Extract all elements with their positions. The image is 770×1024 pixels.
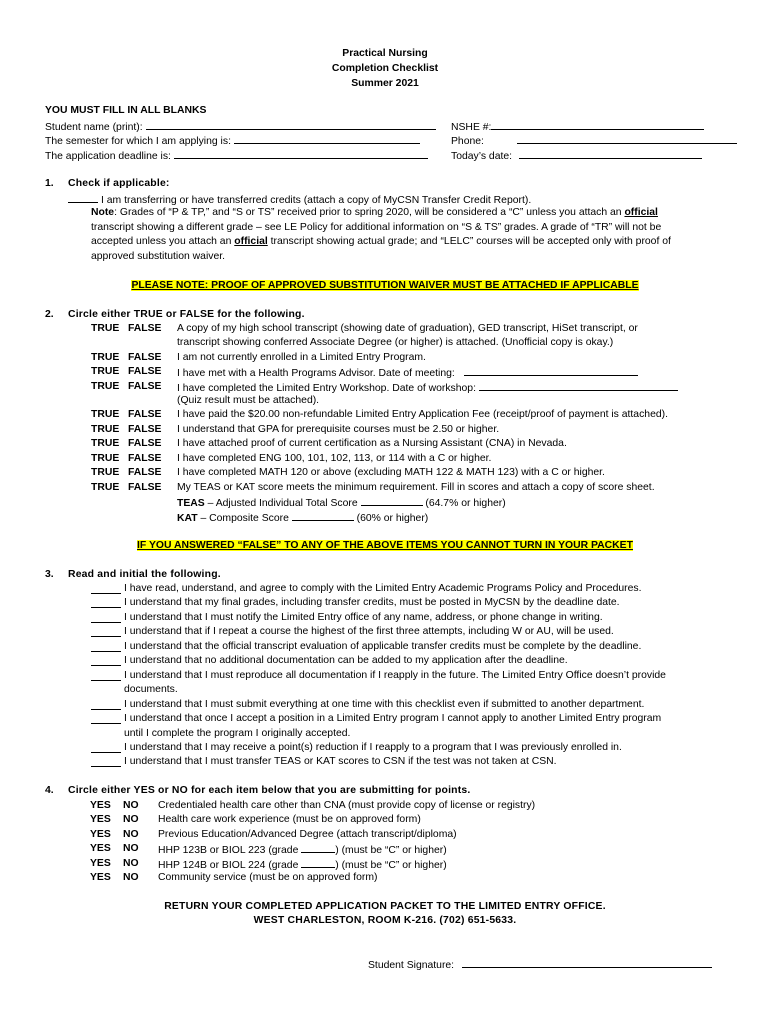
section2-number: 2. bbox=[45, 309, 54, 320]
section4-title: Circle either YES or NO for each item below that you are submitting for points. bbox=[68, 785, 471, 796]
yn-choice[interactable]: YES NO bbox=[90, 872, 139, 883]
ack-text: I understand that I must submit everything at one time with this checklist even if submitted to another department. bbox=[124, 699, 645, 710]
initial-blank[interactable] bbox=[91, 712, 121, 724]
initial-blank[interactable] bbox=[91, 741, 121, 753]
teas-score-field[interactable]: TEAS – Adjusted Individual Total Score (64.7% or higher) bbox=[177, 495, 506, 511]
tf-choice[interactable]: TRUE FALSE bbox=[91, 467, 162, 478]
tf-item-text: I have completed ENG 100, 101, 102, 113, or 114 with a C or higher. bbox=[177, 453, 492, 464]
student-signature-field[interactable]: Student Signature: bbox=[368, 957, 712, 973]
ack-text: I understand that my final grades, including transfer credits, must be posted in MyCSN by the deadline date. bbox=[124, 597, 620, 608]
tf-item-text: transcript showing conferred Associate Degree (or higher) is attached. (Unofficial copy is okay.) bbox=[177, 337, 614, 348]
ack-text: I have read, understand, and agree to comply with the Limited Entry Academic Programs Policy and Procedures. bbox=[124, 583, 642, 594]
points-item-text: Credentialed health care other than CNA (must provide copy of license or registry) bbox=[158, 800, 536, 811]
section2-title: Circle either TRUE or FALSE for the following. bbox=[68, 309, 305, 320]
tf-choice[interactable]: TRUE FALSE bbox=[91, 352, 162, 363]
points-item-text: Previous Education/Advanced Degree (attach transcript/diploma) bbox=[158, 829, 457, 840]
tf-item-text: I have met with a Health Programs Advisor. Date of meeting: bbox=[177, 365, 638, 381]
ack-text: I understand that no additional documentation can be added to my application after the deadline. bbox=[124, 655, 568, 666]
yn-choice[interactable]: YES NO bbox=[90, 843, 139, 854]
section4-number: 4. bbox=[45, 785, 54, 796]
yn-choice[interactable]: YES NO bbox=[90, 858, 139, 869]
ack-text: I understand that I must notify the Limited Entry office of any name, address, or phone change in writing. bbox=[124, 612, 603, 623]
tf-item-text: I have completed MATH 120 or above (excluding MATH 122 & MATH 123) with a C or higher. bbox=[177, 467, 605, 478]
yn-choice[interactable]: YES NO bbox=[90, 829, 139, 840]
initial-blank[interactable] bbox=[91, 640, 121, 652]
tf-item-text: I understand that GPA for prerequisite courses must be 2.50 or higher. bbox=[177, 424, 500, 435]
tf-item-text: I have completed the Limited Entry Workshop. Date of workshop: bbox=[177, 380, 678, 396]
initial-blank[interactable] bbox=[91, 698, 121, 710]
initial-blank[interactable] bbox=[91, 669, 121, 681]
note-line-3: accepted unless you attach an official transcript showing actual grade; and “LELC” courses will be accepted only with proof of bbox=[91, 236, 671, 247]
initial-blank[interactable] bbox=[91, 611, 121, 623]
tf-choice[interactable]: TRUE FALSE bbox=[91, 482, 162, 493]
date-field[interactable]: Today’s date: bbox=[451, 148, 702, 164]
ack-text: I understand that I may receive a point(s) reduction if I reapply to a program that I was previously enrolled in. bbox=[124, 742, 622, 753]
tf-item-text: I have attached proof of current certification as a Nursing Assistant (CNA) in Nevada. bbox=[177, 438, 567, 449]
points-item-text: Community service (must be on approved form) bbox=[158, 872, 378, 883]
tf-choice[interactable]: TRUE FALSE bbox=[91, 424, 162, 435]
note-line-4: approved substitution waiver. bbox=[91, 251, 226, 262]
yn-choice[interactable]: YES NO bbox=[90, 800, 139, 811]
section1-title: Check if applicable: bbox=[68, 178, 170, 189]
initial-blank[interactable] bbox=[91, 625, 121, 637]
form-subtitle: Completion Checklist bbox=[331, 63, 439, 74]
section3-title: Read and initial the following. bbox=[68, 569, 221, 580]
ack-text: I understand that I must transfer TEAS or KAT scores to CSN if the test was not taken at CSN. bbox=[124, 756, 557, 767]
ack-text: I understand that the official transcript evaluation of applicable transfer credits must be complete by the deadline. bbox=[124, 641, 642, 652]
tf-choice[interactable]: TRUE FALSE bbox=[91, 409, 162, 420]
form-title: Practical Nursing bbox=[342, 48, 428, 59]
tf-choice[interactable]: TRUE FALSE bbox=[91, 323, 162, 334]
points-item-text: HHP 123B or BIOL 223 (grade ) (must be “C” or higher) bbox=[158, 842, 447, 858]
initial-blank[interactable] bbox=[91, 596, 121, 608]
initial-blank[interactable] bbox=[91, 654, 121, 666]
tf-choice[interactable]: TRUE FALSE bbox=[91, 438, 162, 449]
note-line-2: transcript showing a different grade – see LE Policy for additional information on “S & TS” grades. A grade of “TR” will not be bbox=[91, 222, 662, 233]
blanks-heading: YOU MUST FILL IN ALL BLANKS bbox=[45, 105, 207, 116]
ack-text: I understand that I must reproduce all documentation if I reapply in the future. The Limited Entry Office doesn’t provide bbox=[124, 670, 666, 681]
kat-score-field[interactable]: KAT – Composite Score (60% or higher) bbox=[177, 510, 428, 526]
initial-blank[interactable] bbox=[91, 755, 121, 767]
tf-item-text: A copy of my high school transcript (showing date of graduation), GED transcript, HiSet transcript, or bbox=[177, 323, 638, 334]
return-instructions: RETURN YOUR COMPLETED APPLICATION PACKET TO THE LIMITED ENTRY OFFICE. bbox=[164, 901, 606, 912]
note-line-1: Note: Grades of “P & TP,” and “S or TS” received prior to spring 2020, will be considered a “C” unless you attach an official bbox=[91, 207, 658, 218]
tf-item-text: I have paid the $20.00 non-refundable Limited Entry Application Fee (receipt/proof of payment is attached). bbox=[177, 409, 668, 420]
phone-field[interactable]: Phone: bbox=[451, 133, 737, 149]
ack-text: I understand that if I repeat a course the highest of the first three attempts, including W or AU, will be used. bbox=[124, 626, 614, 637]
points-item-text: HHP 124B or BIOL 224 (grade ) (must be “C” or higher) bbox=[158, 857, 447, 873]
tf-item-text: My TEAS or KAT score meets the minimum requirement. Fill in scores and attach a copy of score sheet. bbox=[177, 482, 655, 493]
office-location: WEST CHARLESTON, ROOM K-216. (702) 651-5633. bbox=[253, 915, 517, 926]
nshe-field[interactable]: NSHE #: bbox=[451, 119, 704, 135]
false-answer-notice: IF YOU ANSWERED “FALSE” TO ANY OF THE ABOVE ITEMS YOU CANNOT TURN IN YOUR PACKET bbox=[137, 540, 633, 551]
ack-text: I understand that once I accept a position in a Limited Entry program I cannot apply to another Limited Entry program bbox=[124, 713, 662, 724]
semester-field[interactable]: The semester for which I am applying is: bbox=[45, 133, 420, 149]
ack-text: documents. bbox=[124, 684, 178, 695]
tf-choice[interactable]: TRUE FALSE bbox=[91, 381, 162, 392]
section1-number: 1. bbox=[45, 178, 54, 189]
section3-number: 3. bbox=[45, 569, 54, 580]
deadline-field[interactable]: The application deadline is: bbox=[45, 148, 428, 164]
ack-text: until I complete the program I originally accepted. bbox=[124, 728, 351, 739]
yn-choice[interactable]: YES NO bbox=[90, 814, 139, 825]
tf-item-text: (Quiz result must be attached). bbox=[177, 395, 320, 406]
substitution-notice: PLEASE NOTE: PROOF OF APPROVED SUBSTITUTION WAIVER MUST BE ATTACHED IF APPLICABLE bbox=[131, 280, 639, 291]
student-name-field[interactable]: Student name (print): bbox=[45, 119, 436, 135]
transfer-credit-item[interactable]: I am transferring or have transferred credits (attach a copy of MyCSN Transfer Credit Report). bbox=[68, 192, 531, 208]
initial-blank[interactable] bbox=[91, 582, 121, 594]
points-item-text: Health care work experience (must be on approved form) bbox=[158, 814, 421, 825]
tf-choice[interactable]: TRUE FALSE bbox=[91, 453, 162, 464]
tf-item-text: I am not currently enrolled in a Limited Entry Program. bbox=[177, 352, 426, 363]
form-term: Summer 2021 bbox=[351, 78, 419, 89]
tf-choice[interactable]: TRUE FALSE bbox=[91, 366, 162, 377]
